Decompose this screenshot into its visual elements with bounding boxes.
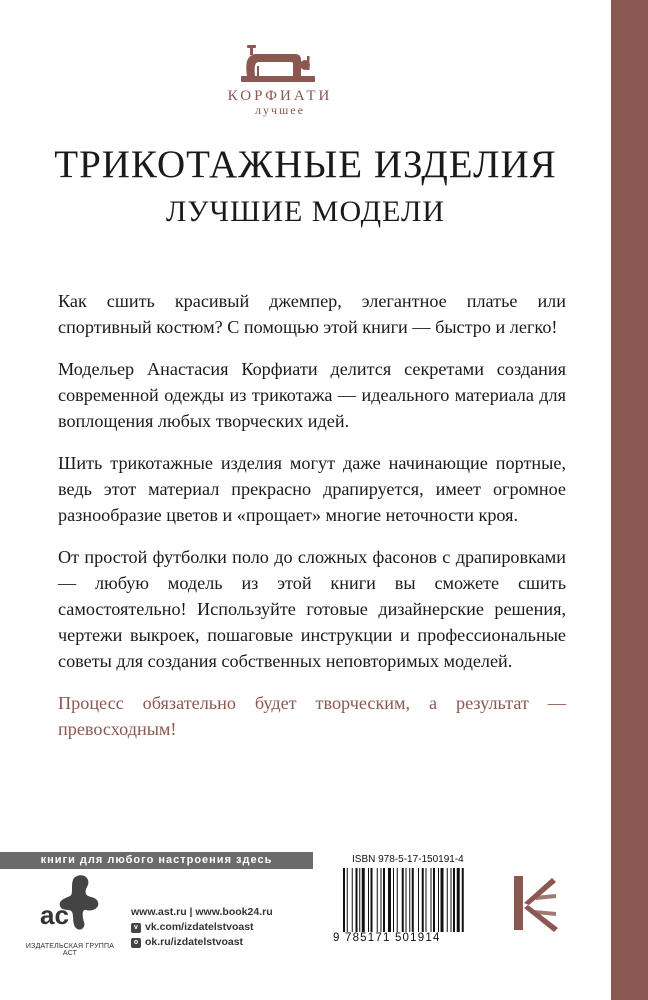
vk-text: vk.com/izdatelstvoast (145, 921, 254, 933)
svg-text:ac: ac (40, 900, 69, 930)
barcode-bar (433, 868, 435, 932)
blurb-paragraph: Модельер Анастасия Корфиати делится секретами создания современной одежды из трикотажа — идеального материала для воплощения любых творческих идей. (58, 359, 566, 431)
barcode-bar (426, 868, 427, 932)
barcode-bar (388, 868, 391, 932)
vk-icon: v (131, 923, 141, 933)
barcode-bar (447, 868, 448, 932)
barcode-bar (406, 868, 407, 932)
barcode-bar (457, 868, 460, 932)
sites-link[interactable] (131, 905, 273, 920)
barcode-bar (422, 868, 424, 932)
spine-stripe (611, 0, 648, 1000)
book-title: ТРИКОТАЖНЫЕ ИЗДЕЛИЯ (54, 143, 557, 186)
barcode-bar (383, 868, 385, 932)
barcode-bar (438, 868, 439, 932)
tagline-bar: книги для любого настроения здесь (0, 852, 313, 869)
barcode-number: 9 785171 501914 (333, 932, 441, 944)
barcode-bar (368, 868, 369, 932)
barcode-bar (343, 868, 345, 932)
blurb-paragraph: От простой футболки поло до сложных фасонов с драпировками — любую модель из этой книги вы сможете сшить самостоятельно! Используйте готовые дизайнерские решения, чертежи выкроек, пошаговые инструкции и профессиональные советы для создания собственных неповторимых моделей. (58, 547, 566, 671)
brand-subtitle: лучшее (255, 103, 305, 117)
blurb-paragraph: Как сшить красивый джемпер, элегантное платье или спортивный костюм? С помощью этой книги — быстро и легко! (58, 291, 566, 337)
sites-text: www.ast.ru | www.book24.ru (131, 906, 273, 918)
ok-link[interactable] (131, 935, 273, 950)
barcode-bar (453, 868, 455, 932)
ok-icon: o (131, 938, 141, 948)
barcode-bar (397, 868, 398, 932)
blurb-closing: Процесс обязательно будет творческим, а результат — превосходным! (58, 693, 566, 739)
barcode-bar (352, 868, 353, 932)
barcode (343, 868, 495, 932)
barcode-bar (377, 868, 378, 932)
barcode-bar (412, 868, 414, 932)
barcode-bar (393, 868, 394, 932)
barcode-bar (347, 868, 348, 932)
barcode-bar (381, 868, 382, 932)
blurb-text (58, 288, 566, 758)
barcode-bar (359, 868, 360, 932)
barcode-bar (371, 868, 373, 932)
isbn-label: ISBN 978-5-17-150191-4 (352, 854, 464, 865)
barcode-bar (441, 868, 444, 932)
barcode-bar (462, 868, 464, 932)
ok-text: ok.ru/izdatelstvoast (145, 936, 244, 948)
book-subtitle: ЛУЧШИЕ МОДЕЛИ (165, 195, 446, 228)
publisher-caption: ИЗДАТЕЛЬСКАЯ ГРУППА АСТ (25, 943, 115, 957)
blurb-paragraph: Шить трикотажные изделия могут даже начинающие портные, ведь этот материал прекрасно драпируется, имеет огромное разнообразие цветов и «прощает» многие неточности кроя. (58, 453, 566, 525)
brand-logo (200, 42, 360, 118)
publisher-contacts (131, 905, 273, 950)
barcode-bar (451, 868, 452, 932)
brand-name: КОРФИАТИ (227, 88, 333, 104)
publisher-logo (20, 872, 120, 967)
ast-logo-icon (34, 872, 106, 938)
barcode-bar (356, 868, 358, 932)
barcode-bar (362, 868, 365, 932)
barcode-bar (409, 868, 410, 932)
k-book-logo-icon (512, 872, 562, 934)
barcode-bar (402, 868, 404, 932)
vk-link[interactable] (131, 920, 273, 935)
sewing-machine-icon (237, 42, 323, 84)
barcode-bar (418, 868, 419, 932)
barcode-bar (431, 868, 432, 932)
